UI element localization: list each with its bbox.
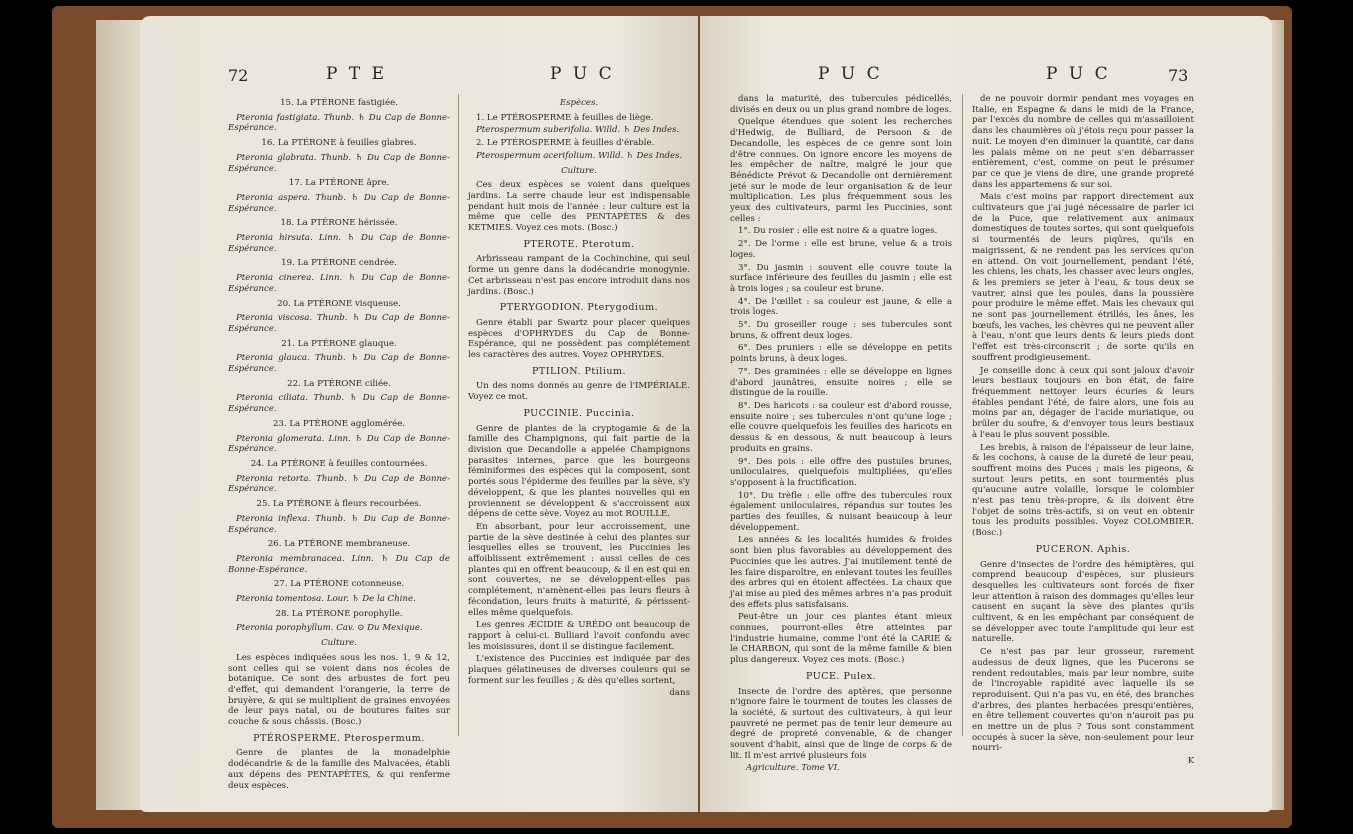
body-text: Les brebis, à raison de l'épaisseur de leur laine, & les cochons, à cause de la dureté de leur peau, souffrent moins des Puces ; mais les pigeons, & surtout leurs petits, en sont tourmentés plus qu'aucune autre volaille, lorsque le colombier n'est pas tenu très-propre, & ils doivent être l'objet de soins très-actifs, si on veut en obtenir tous les produits possibles. Voyez COLOMBIER. (Bosc.) [972,442,1194,539]
entry-text: Pterospermum acerifolium. Willd. ♄ Des Indes. [476,150,683,161]
body-text: 5°. Du groseiller rouge : ses tubercules sont bruns, & offrent deux loges. [730,320,952,341]
body-text: Je conseille donc à ceux qui sont jaloux d'avoir leurs bestiaux toujours en bon état, de faire fréquemment nettoyer leurs écuries & leurs étables pendant l'été, de faire alors, une fois au moins par an, dégager de l'acide muriatique, ou brûler du soufre, & d'envoyer tous leurs bestiaux à l'eau le plus souvent possible. [972,365,1194,440]
page-number: 73 [1168,66,1189,85]
running-head: P U C [818,64,883,84]
running-head: P U C [550,64,615,84]
body-text: Genre d'insectes de l'ordre des hémiptères, qui comprend beaucoup d'espèces, sur plusieurs desquelles les cultivateurs sont forcés de fixer leur attention à raison des dommages qu'elles leur causent en suçant la sève des plantes qu'ils cultivent, & en les empêchant par conséquent de se développer avec toute l'amplitude qui leur est naturelle. [972,559,1194,645]
entry-text: Pterospermum suberifolia. Willd. ♄ Des Indes. [476,125,680,136]
body-text: Arbrisseau rampant de la Cochinchine, qui seul forme un genre dans la dodécandrie monogynie. Cet arbrisseau n'est pas encore introduit dans nos jardins. (Bosc.) [468,254,690,297]
article-heading: PUCCINIE. Puccinia. [523,407,635,419]
body-text: 8°. Des haricots : sa couleur est d'abord rousse, ensuite noire ; ses tubercules n'ont qu'une loge ; elle couvre quelquefois les feuilles des haricots en dessus & en dessous, & nuit beaucoup à leurs produits en grains. [730,400,952,454]
section-heading: Culture. [561,165,597,176]
right-column-1 [730,94,952,776]
entry-text: Pteronia glomerata. Linn. ♄ Du Cap de Bonne-Espérance. [228,433,450,455]
entry-title: 26. La PTÉRONE membraneuse. [267,539,411,550]
right-page [700,16,1272,812]
page-footer: Agriculture. Tome VI. [746,763,840,774]
article-heading: PUCERON. Aphis. [1035,543,1131,555]
section-heading: Espèces. [559,98,599,108]
entry-text: Pteronia ciliata. Thunb. ♄ Du Cap de Bonne-Espérance. [228,393,450,415]
body-text: Peut-être un jour ces plantes étant mieux connues, pourront-elles être atteintes par l'industrie humaine, comme l'ont été la CARIE & le CHARBON, qui sont de la même famille & bien plus dangereux. Voyez ces mots. (Bosc.) [730,612,952,666]
body-text: Les espèces indiquées sous les nos. 1, 9 & 12, sont celles qui se voient dans nos écoles de botanique. Ce sont des arbustes de fort peu d'effet, qui demandent l'orangerie, la terre de bruyère, & qui se multiplient de graines envoyées de leur pays natal, ou de boutures faites sur couche & sous châssis. (Bosc.) [228,652,450,728]
catchword: dans [669,688,690,699]
entry-text: Pteronia membranacea. Linn. ♄ Du Cap de Bonne-Espérance. [228,553,450,575]
entry-title: 16. La PTÉRONE à feuilles glabres. [261,138,417,149]
body-text: Les années & les localités humides & froides sont bien plus favorables au développement des Puccinies que les autres. J'ai inutilement tenté de les faire disparoître, en enlevant toutes les feuilles des arbres qui en étoient affectées. La chaux que j'ai mise au pied des mêmes arbres n'a pas produit des effets plus satisfaisans. [730,535,952,610]
body-text: Genre de plantes de la cryptogamie & de la famille des Champignons, qui fait partie de la division que Decandolle a appelée Champignons parasites internes, parce que les bourgeons féminiformes des espèces qui la composent, sont portés sous l'épiderme des feuilles par la sève, s'y développent, & que les plantes nouvelles qui en proviennent se développent & s'accroissent aux dépens de cette sève. Voyez au mot ROUILLE. [468,423,690,520]
body-text: 7°. Des graminées : elle se développe en lignes d'abord jaunâtres, ensuite noires ; elle se distingue de la rouille. [730,366,952,399]
entry-title: 17. La PTÉRONE âpre. [288,178,390,189]
body-text: Mais c'est moins par rapport directement aux cultivateurs que j'ai jugé nécessaire de parler ici de la Puce, que relativement aux animaux domestiques de toutes sortes, qui sont quelquefois si tourmentés de leurs piqûres, qu'ils en maigrissent, & ne rendent pas les services qu'on en attend. On voit journellement, pendant l'été, les chiens, les chats, les chasser avec leurs ongles, & les premiers se jeter à l'eau, & tous deux se vautrer, ainsi que les poules, dans la poussière pour produire le même effet. Mais les chevaux qui ne sont pas journellement étrillés, les ânes, les bœufs, les vaches, les chèvres qui ne peuvent aller à l'eau, n'ont que leurs dents & leurs pieds dont l'effet est très-circonscrit ; de sorte qu'ils en souffrent prodigieusement. [972,192,1194,363]
entry-text: Pteronia aspera. Thunb. ♄ Du Cap de Bonne-Espérance. [228,192,450,214]
entry-text: Pteronia tomentosa. Lour. ♄ De la Chine. [236,594,416,605]
body-text: 1°. Du rosier : elle est noire & a quatre loges. [738,226,938,237]
left-page [140,16,698,812]
entry-title: 19. La PTÉRONE cendrée. [281,258,397,269]
body-text: Ce n'est pas par leur grosseur, rarement audessus de deux lignes, que les Pucerons se rendent redoutables, mais par leur nombre, suite de l'incroyable rapidité avec laquelle ils se reproduisent. Qui n'a pas vu, en été, des branches d'arbres, des plantes herbacées presqu'entières, en être tellement couvertes qu'on n'auroit pas pu en mettre un de plus ? Tous sont constamment occupés à sucer la sève, non-seulement pour leur nourri- [972,647,1194,754]
article-heading: PTERYGODION. Pterygodium. [499,302,659,314]
entry-text: Pteronia fastigiata. Thunb. ♄ Du Cap de Bonne-Espérance. [228,112,450,134]
body-text: Genre établi par Swartz pour placer quelques espèces d'OPHRYDES du Cap de Bonne-Espérance, qui ne possèdent pas complétement les caractères des autres. Voyez OPHRYDES. [468,317,690,361]
right-column-2 [972,94,1194,769]
running-head: P T E [326,64,387,84]
entry-title: 18. La PTÉRONE hérissée. [280,218,398,229]
article-heading: PTEROTE. Pterotum. [523,238,635,250]
body-text: dans la maturité, des tubercules pédicellés, divisés en deux ou un plus grand nombre de loges. [730,94,952,115]
entry-title: 23. La PTÉRONE agglomérée. [272,418,406,429]
body-text: Insecte de l'ordre des aptères, que personne n'ignore faire le tourment de toutes les classes de la société, & surtout des cultivateurs, à qui leur pauvreté ne permet pas de tenir leur demeure au degré de propreté convenable, & de changer souvent d'habit, ainsi que de linge de corps & de lit. Il m'est arrivé plusieurs fois [730,686,952,761]
page-number: 72 [228,66,249,85]
body-text: Les genres ÆCIDIE & URÉDO ont beaucoup de rapport à celui-ci. Bulliard l'avoit confondu avec les moisissures, dont il se distingue facilement. [468,620,690,652]
entry-text: Pteronia porophyllum. Cav. ⊙ Du Mexique. [236,623,423,634]
column-rule [458,94,459,736]
body-text: 9°. Des pois : elle offre des pustules brunes, uniloculaires, quelquefois multipliées, qu'elles s'opposent à la fructification. [730,456,952,488]
body-text: En absorbant, pour leur accroissement, une partie de la sève destinée à celui des plantes sur lesquelles elles se trouvent, les Puccinies les affoiblissent extrêmement : aussi celles de ces plantes qui en offrent beaucoup, & il en est qui en sont couvertes, ne se développent-elles pas complétement, n'amènent-elles pas leurs fleurs à fécondation, leurs fruits à maturité, & périssent-elles même quelquefois. [468,521,690,618]
body-text: 4°. De l'œillet : sa couleur est jaune, & elle a trois loges. [730,296,952,318]
body-text: L'existence des Puccinies est indiquée par des plaques gélatineuses de diverses couleurs qui se forment sur les feuilles ; & dès qu'elles sortent, [468,654,690,686]
entry-text: Pteronia cinerea. Linn. ♄ Du Cap de Bonne-Espérance. [228,273,450,294]
entry-title: 1. Le PTÉROSPERME à feuilles de liège. [476,112,654,123]
column-rule [962,94,963,736]
entry-title: 21. La PTÉRONE glauque. [281,338,397,349]
entry-title: 22. La PTÉRONE ciliée. [287,378,391,389]
article-heading: PTÉROSPERME. Pterospermum. [253,732,425,744]
article-heading: PTILION. Ptilium. [531,365,627,377]
article-heading: PUCE. Pulex. [805,670,877,682]
left-column-1 [228,94,450,793]
body-text: 3°. Du jasmin : souvent elle couvre toute la surface inférieure des feuilles du jasmin ; elle est à trois loges ; sa couleur est brune. [730,262,952,294]
section-heading: Culture. [321,638,357,649]
entry-title: 2. Le PTÉROSPERME à feuilles d'érable. [476,138,655,149]
page-edges-right [1270,20,1284,810]
body-text: Ces deux espèces se voient dans quelques jardins. La serre chaude leur est indispensable pendant huit mois de l'année : leur culture est la même que celle des PENTAPÈTES & des KETMIES. Voyez ces mots. (Bosc.) [468,180,690,234]
body-text: 6°. Des pruniers : elle se développe en petits points bruns, à deux loges. [730,343,952,365]
body-text: 2°. De l'orme : elle est brune, velue & a trois loges. [730,239,952,260]
left-column-2 [468,94,690,701]
entry-text: Pteronia hirsuta. Linn. ♄ Du Cap de Bonne-Espérance. [228,233,450,254]
entry-title: 28. La PTÉRONE porophylle. [275,608,403,619]
body-text: Quelque étendues que soient les recherches d'Hedwig, de Bulliard, de Persoon & de Decandolle, les espèces de ce genre sont loin d'être connues. On ignore encore les moyens de les empêcher de naître, malgré le jour que Bénédicte Prévot & Decandolle ont dernièrement jeté sur le mode de leur organisation & de leur multiplication. Les plus fréquemment sous les yeux des cultivateurs, parmi les Puccinies, sont celles : [730,117,952,224]
entry-title: 25. La PTÉRONE à fleurs recourbées. [256,499,422,510]
signature-mark: K [1187,756,1194,767]
entry-text: Pteronia glauca. Thunb. ♄ Du Cap de Bonne-Espérance. [228,353,450,375]
body-text: de ne pouvoir dormir pendant mes voyages en Italie, en Espagne & dans le midi de la France, par l'excès du nombre de celles qui m'assailloient dans les chaumières où j'étois reçu pour passer la nuit. Le moyen d'en diminuer la quantité, car dans les palais même on ne peut s'en débarrasser entièrement, c'est, comme on peut le présumer par ce que je viens de dire, une grande propreté dans les appartemens & sur soi. [972,94,1194,190]
entry-text: Pteronia inflexa. Thunb. ♄ Du Cap de Bonne-Espérance. [228,513,450,535]
entry-text: Pteronia viscosa. Thunb. ♄ Du Cap de Bonne-Espérance. [228,313,450,334]
body-text: Genre de plantes de la monadelphie dodécandrie & de la famille des Malvacées, établi aux dépens des PENTAPÈTES, & qui renferme deux espèces. [228,748,450,791]
entry-title: 24. La PTÉRONE à feuilles contournées. [250,458,428,469]
entry-text: Pteronia glabrata. Thunb. ♄ Du Cap de Bonne-Espérance. [228,152,450,174]
running-head: P U C [1046,64,1111,84]
body-text: 10°. Du trèfle : elle offre des tubercules roux également uniloculaires, répandus sur toutes les parties des feuilles, & nuisant beaucoup à leur développement. [730,490,952,533]
entry-title: 15. La PTÉRONE fastigiée. [280,98,398,108]
entry-text: Pteronia retorta. Thunb. ♄ Du Cap de Bonne-Espérance. [228,473,450,495]
page-edges-left [96,20,142,810]
entry-title: 20. La PTÉRONE visqueuse. [277,298,401,309]
entry-title: 27. La PTÉRONE cotonneuse. [273,579,405,590]
body-text: Un des noms donnés au genre de l'IMPÉRIALE. Voyez ce mot. [468,381,690,403]
